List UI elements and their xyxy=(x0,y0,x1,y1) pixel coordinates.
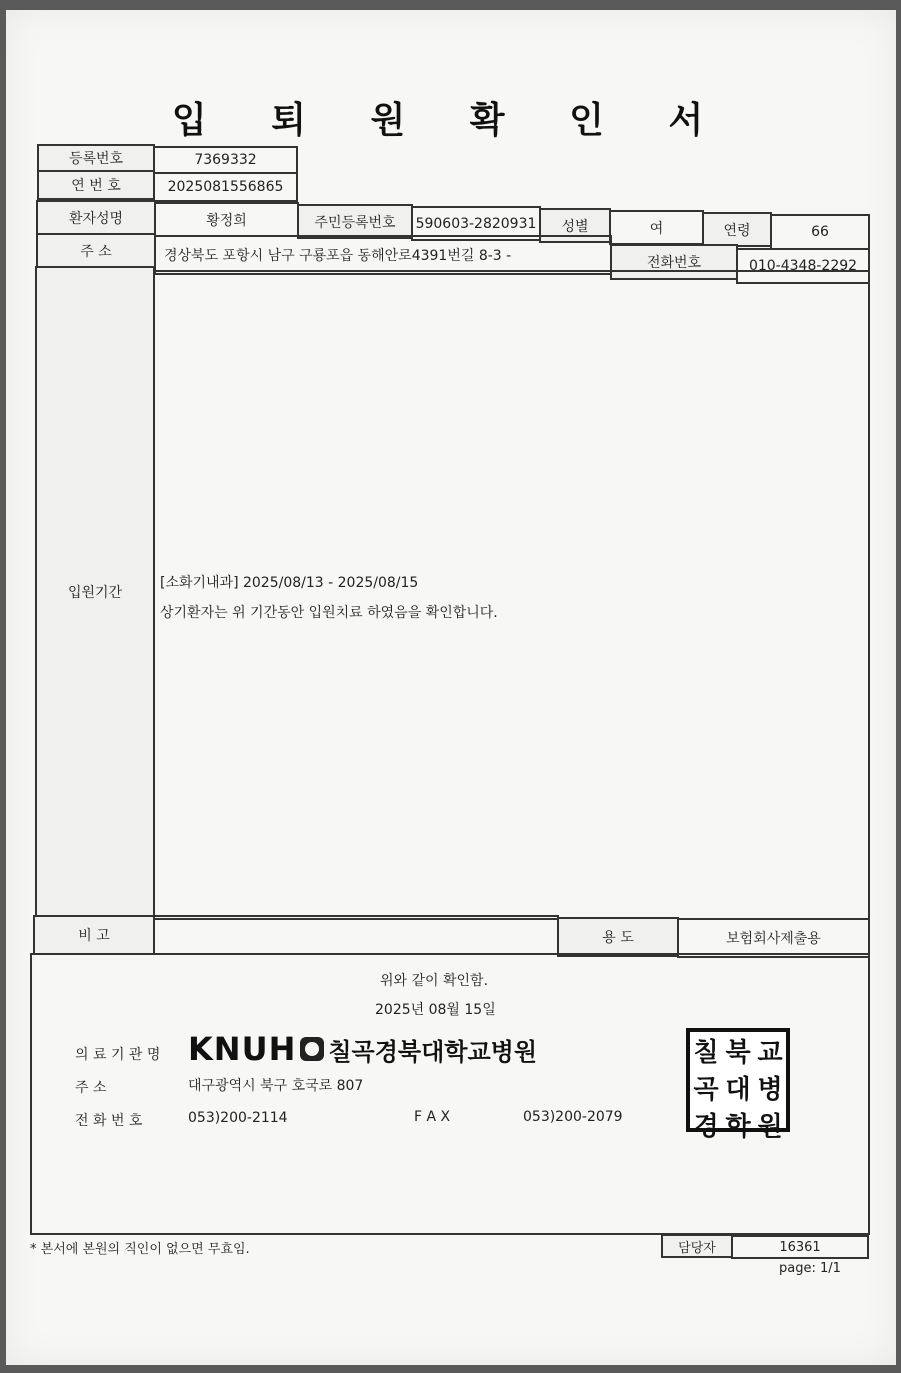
admission-period-box xyxy=(153,270,870,920)
seal-char: 대 xyxy=(725,1075,751,1105)
seal-char: 원 xyxy=(757,1112,783,1142)
institution-phone-label: 전 화 번 호 xyxy=(75,1113,143,1129)
institution-label: 의 료 기 관 명 xyxy=(75,1047,161,1063)
knuh-wordmark: KNUH xyxy=(188,1030,297,1068)
age-label: 연령 xyxy=(702,212,772,247)
purpose-label: 용 도 xyxy=(557,917,679,957)
confirm-text: 위와 같이 확인함. xyxy=(380,973,489,989)
remarks-label: 비 고 xyxy=(33,915,155,955)
institution-address-label: 주 소 xyxy=(75,1080,107,1096)
seal-char: 교 xyxy=(757,1038,783,1068)
validity-notice: * 본서에 본원의 직인이 없으면 무효임. xyxy=(30,1242,250,1257)
patient-name-label: 환자성명 xyxy=(36,200,156,235)
serial-value: 2025081556865 xyxy=(153,172,298,202)
fax-label: F A X xyxy=(414,1109,451,1125)
seal-char: 경 xyxy=(693,1112,719,1142)
reg-no-value: 7369332 xyxy=(153,146,298,174)
phone-label: 전화번호 xyxy=(610,244,738,280)
seal-char: 병 xyxy=(757,1075,783,1105)
staff-label: 담당자 xyxy=(661,1234,733,1258)
sex-value: 여 xyxy=(609,210,704,245)
institution-phone-value: 053)200-2114 xyxy=(188,1110,288,1126)
address-label: 주 소 xyxy=(36,233,156,268)
institution-address-value: 대구광역시 북구 호국로 807 xyxy=(188,1078,364,1094)
official-seal xyxy=(686,1028,790,1142)
remarks-value xyxy=(153,915,559,955)
staff-value: 16361 xyxy=(731,1235,869,1259)
fax-value: 053)200-2079 xyxy=(523,1109,623,1125)
seal-char: 북 xyxy=(725,1038,751,1068)
document-title: 입 퇴 원 확 인 서 xyxy=(171,100,730,141)
phone-value: 010-4348-2292 xyxy=(736,248,870,284)
admission-period-label: 입원기간 xyxy=(35,266,155,918)
reg-no-label: 등록번호 xyxy=(37,144,155,172)
sex-label: 성별 xyxy=(539,208,611,243)
address-value: 경상북도 포항시 남구 구룡포읍 동해안로4391번길 8-3 - xyxy=(154,235,612,275)
seal-char: 곡 xyxy=(693,1075,719,1105)
hospital-emblem-icon xyxy=(300,1037,324,1061)
issue-date: 2025년 08월 15일 xyxy=(375,1002,496,1018)
rrn-label: 주민등록번호 xyxy=(297,204,413,239)
rrn-value: 590603-2820931 xyxy=(411,206,541,241)
admission-confirm-line: 상기환자는 위 기간동안 입원치료 하였음을 확인합니다. xyxy=(160,605,498,621)
seal-char: 학 xyxy=(725,1112,751,1142)
institution-name: 칠곡경북대학교병원 xyxy=(328,1037,537,1066)
age-value: 66 xyxy=(770,214,870,250)
seal-char: 칠 xyxy=(693,1038,719,1068)
patient-name-value: 황정희 xyxy=(154,202,299,237)
purpose-value: 보험회사제출용 xyxy=(677,918,870,958)
page-number: page: 1/1 xyxy=(779,1261,841,1276)
institution-logo xyxy=(188,1030,537,1068)
admission-period-line: [소화기내과] 2025/08/13 - 2025/08/15 xyxy=(160,575,419,591)
serial-label: 연 번 호 xyxy=(37,170,155,200)
